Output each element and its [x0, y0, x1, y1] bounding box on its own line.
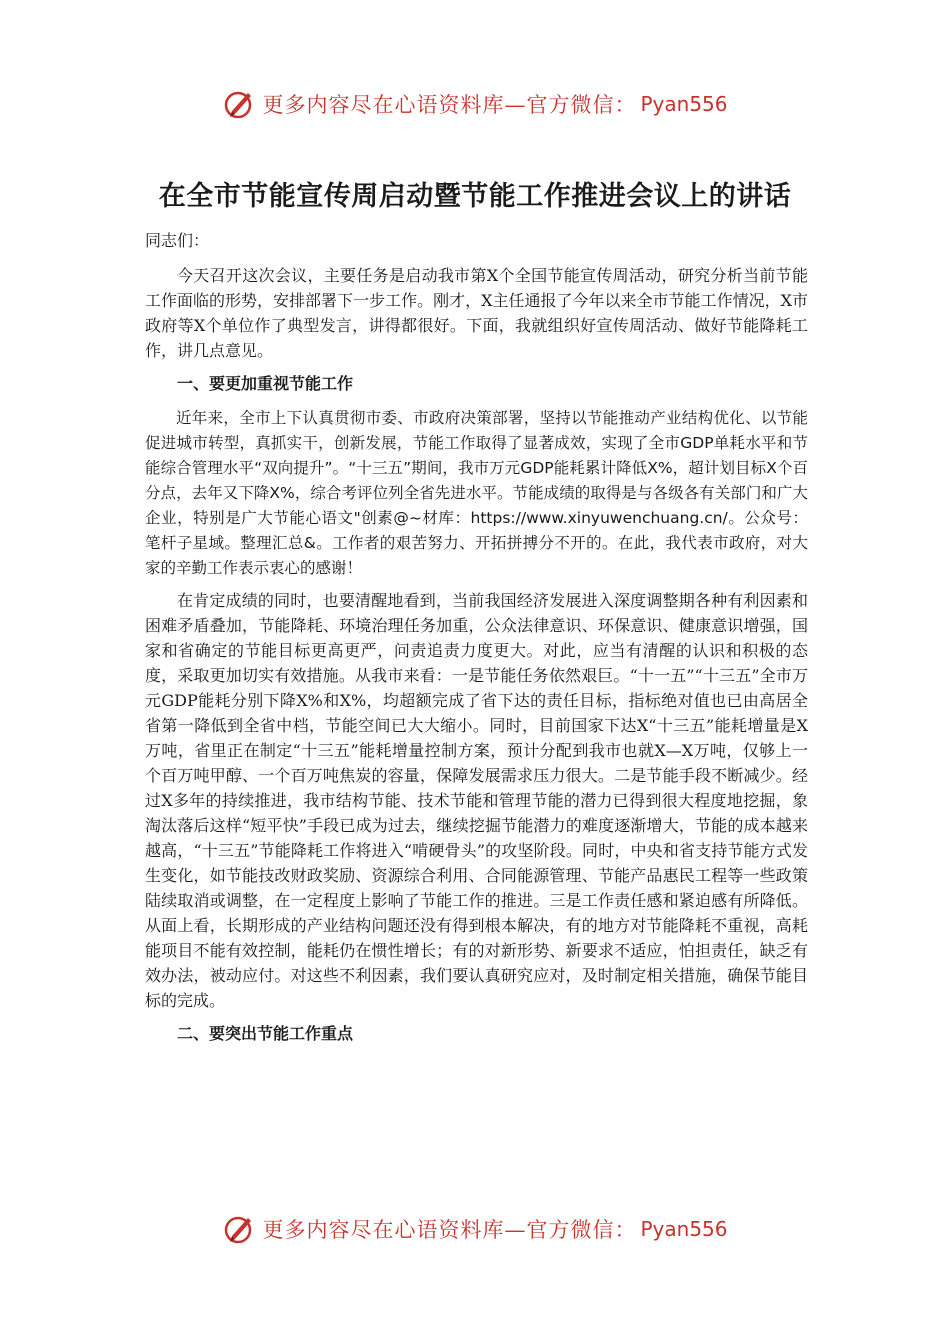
- pen-logo-icon: [222, 87, 256, 121]
- document-title: 在全市节能宣传周启动暨节能工作推进会议上的讲话: [158, 181, 792, 212]
- banner-wechat-id: Pyan556: [640, 92, 728, 116]
- banner-text: 更多内容尽在心语资料库—官方微信：: [262, 93, 637, 117]
- pen-logo-icon: [222, 1212, 256, 1246]
- intro-paragraph: 今天召开这次会议，主要任务是启动我市第X个全国节能宣传周活动，研究分析当前节能工作面临的形势，安排部署下一步工作。刚才，X主任通报了今年以来全市节能工作情况，X市政府等X个单位作了典型发言，讲得都很好。下面，我就组织好宣传周活动、做好节能降耗工作，讲几点意见。: [145, 266, 808, 360]
- salutation: 同志们：: [145, 231, 210, 250]
- banner-text: 更多内容尽在心语资料库—官方微信：: [262, 1218, 637, 1242]
- footer-banner: [0, 1205, 950, 1253]
- document-body: [145, 228, 808, 1056]
- paragraph-challenges: 在肯定成绩的同时，也要清醒地看到，当前我国经济发展进入深度调整期各种有利因素和困难矛盾叠加，节能降耗、环境治理任务加重，公众法律意识、环保意识、健康意识增强，国家和省确定的节能目标更高更严，问责追责力度更大。对此，应当有清醒的认识和积极的态度，采取更加切实有效措施。从我市来看：一是节能任务依然艰巨。“十一五”“十三五”全市万元GDP能耗分别下降X%和X%，均超额完成了省下达的责任目标，指标绝对值也已由高居全省第一降低到全省中档，节能空间已大大缩小。同时，目前国家下达X“十三五”能耗增量是X万吨，省里正在制定“十三五”能耗增量控制方案，预计分配到我市也就X—X万吨，仅够上一个百万吨甲醇、一个百万吨焦炭的容量，保障发展需求压力很大。二是节能手段不断减少。经过X多年的持续推进，我市结构节能、技术节能和管理节能的潜力已得到很大程度地挖掘，象淘汰落后这样“短平快”手段已成为过去，继续挖掘节能潜力的难度逐渐增大，节能的成本越来越高，“十三五”节能降耗工作将进入“啃硬骨头”的攻坚阶段。同时，中央和省支持节能方式发生变化，如节能技改财政奖励、资源综合利用、合同能源管理、节能产品惠民工程等一些政策陆续取消或调整，在一定程度上影响了节能工作的推进。三是工作责任感和紧迫感有所降低。从面上看，长期形成的产业结构问题还没有得到根本解决，有的地方对节能降耗不重视，高耗能项目不能有效控制，能耗仍在惯性增长；有的对新形势、新要求不适应，怕担责任，缺乏有效办法，被动应付。对这些不利因素，我们要认真研究应对，及时制定相关措施，确保节能目标的完成。: [145, 591, 808, 1010]
- banner-wechat-id: Pyan556: [640, 1217, 728, 1241]
- section-heading-2: 二、要突出节能工作重点: [177, 1024, 354, 1043]
- header-banner: [0, 80, 950, 128]
- section-heading-1: 一、要更加重视节能工作: [177, 374, 354, 393]
- paragraph-achievements: 近年来，全市上下认真贯彻市委、市政府决策部署，坚持以节能推动产业结构优化、以节能促进城市转型，真抓实干，创新发展，节能工作取得了显著成效，实现了全市GDP单耗水平和节能综合管理水平“双向提升”。“十三五”期间，我市万元GDP能耗累计降低X%，超计划目标X个百分点，去年又下降X%，综合考评位列全省先进水平。节能成绩的取得是与各级各有关部门和广大企业，特别是广大节能心语文"创素@~材库：https://www.xinyuwenchuang.cn/。公众号：笔杆子星域。整理汇总&。工作者的艰苦努力、开拓拼搏分不开的。在此，我代表市政府，对大家的辛勤工作表示衷心的感谢！: [145, 409, 808, 577]
